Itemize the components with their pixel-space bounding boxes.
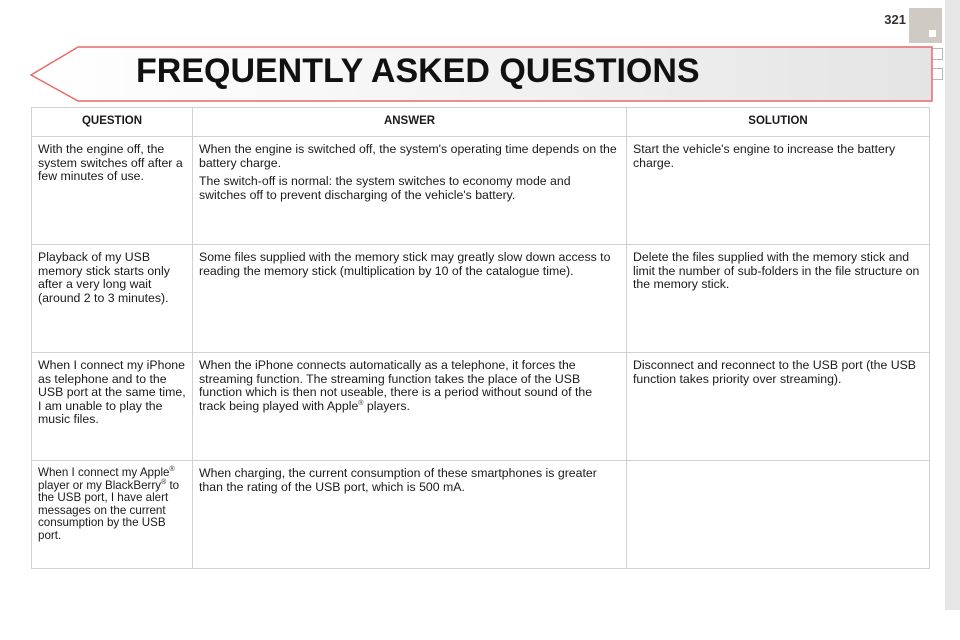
answer-paragraph: When charging, the current consumption of these smartphones is greater than the rating of the USB port, which is 500 mA. [199,466,597,494]
answer-cell [193,461,627,569]
page-number: 321 [884,12,906,27]
page-title: FREQUENTLY ASKED QUESTIONS [136,52,700,90]
corner-tab [909,8,942,43]
answer-cell [193,245,627,353]
solution-cell [627,461,930,569]
answer-cell [193,137,627,245]
table-row [32,353,930,461]
registered-mark: ® [161,478,167,486]
question-cell [32,461,193,569]
question-cell: Playback of my USB memory stick starts only after a very long wait (around 2 to 3 minutes). [32,245,193,353]
column-header-question: QUESTION [32,108,193,137]
registered-mark: ® [358,399,364,407]
answer-paragraph: When the engine is switched off, the system's operating time depends on the battery charge. [199,142,617,170]
question-text: player or my BlackBerry [38,478,162,492]
question-text: When I connect my Apple [38,466,170,479]
table-header-row [32,108,930,137]
question-cell: With the engine off, the system switches off after a few minutes of use. [32,137,193,245]
side-strip [945,0,960,610]
table-row [32,461,930,569]
solution-cell: Start the vehicle's engine to increase the battery charge. [627,137,930,245]
table-row [32,245,930,353]
answer-text: When the iPhone connects automatically as a telephone, it forces the streaming function. The streaming function takes the place of the USB function which is then not useable, there is a period without sound of the track being played with Apple [199,358,593,413]
answer-cell [193,353,627,461]
answer-paragraph: Some files supplied with the memory stick may greatly slow down access to reading the memory stick (multiplication by 10 of the catalogue time). [199,250,611,278]
answer-paragraph: The switch-off is normal: the system switches to economy mode and switches off to prevent discharging of the vehicle's battery. [199,174,571,202]
question-cell: When I connect my iPhone as telephone and to the USB port at the same time, I am unable to play the music files. [32,353,193,461]
faq-table [31,107,930,569]
column-header-solution: SOLUTION [627,108,930,137]
solution-cell: Delete the files supplied with the memory stick and limit the number of sub-folders in the file structure on the memory stick. [627,245,930,353]
registered-mark: ® [169,466,175,474]
corner-square-icon [929,30,936,37]
answer-text-end: players. [363,398,410,413]
solution-cell: Disconnect and reconnect to the USB port (the USB function takes priority over streaming). [627,353,930,461]
table-row [32,137,930,245]
question-text: to the USB port, I have alert messages on the current consumption by the USB port. [38,478,180,542]
column-header-answer: ANSWER [193,108,627,137]
title-banner [30,46,934,104]
